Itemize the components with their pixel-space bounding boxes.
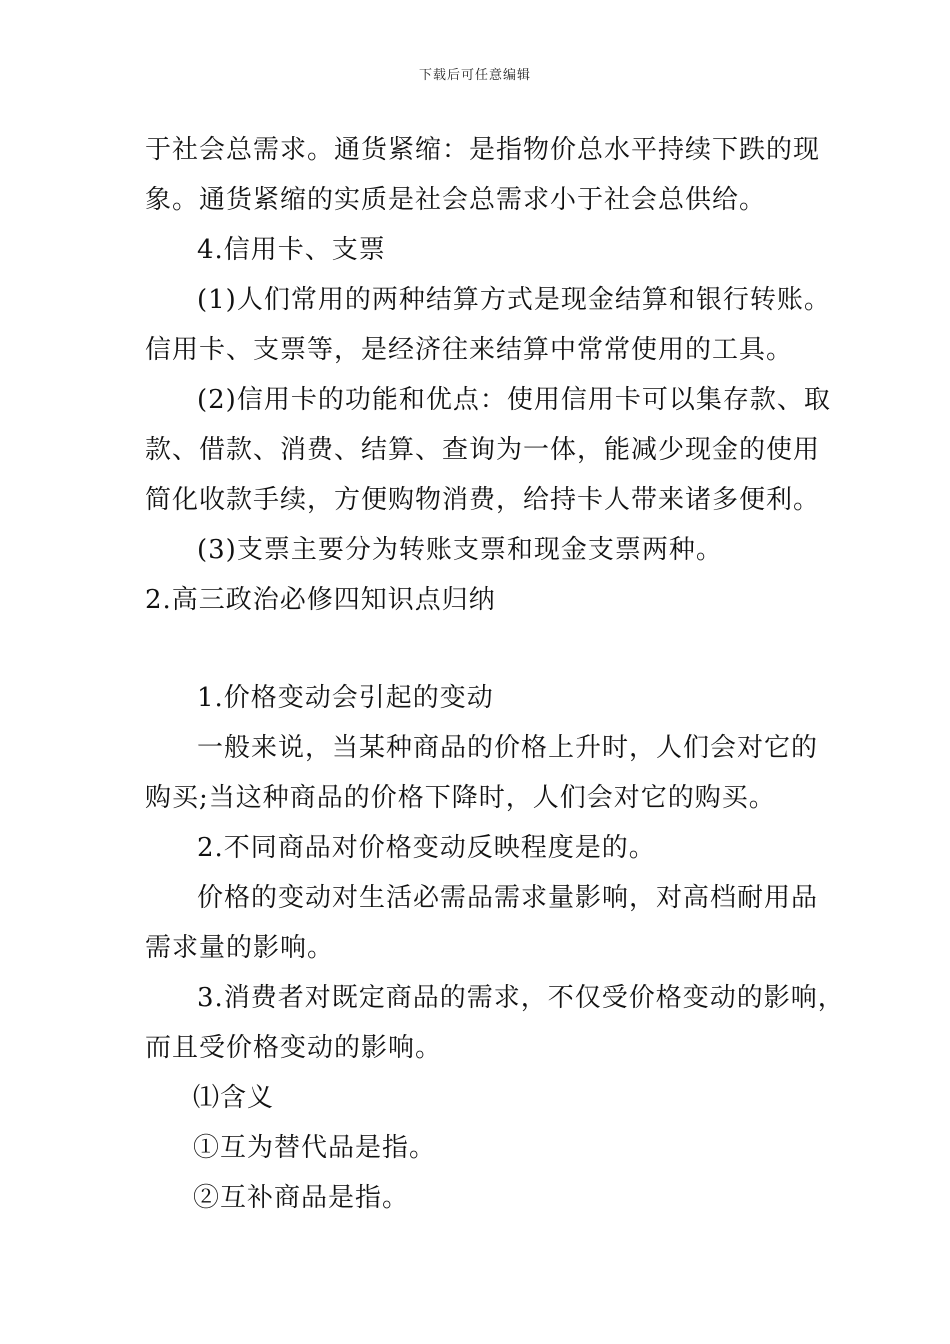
section-heading: 1.价格变动会引起的变动	[197, 683, 494, 713]
paragraph-line: 简化收款手续，方便购物消费，给持卡人带来诸多便利。	[145, 485, 821, 515]
paragraph-line: (3)支票主要分为转账支票和现金支票两种。	[197, 535, 723, 565]
paragraph-line: 一般来说，当某种商品的价格上升时，人们会对它的	[197, 733, 819, 763]
list-item: ②互补商品是指。	[193, 1183, 410, 1213]
page-header: 下载后可任意编辑	[418, 68, 531, 83]
section-heading: 4.信用卡、支票	[197, 235, 386, 265]
paragraph-line: 需求量的影响。	[145, 933, 335, 963]
paragraph-line: 而且受价格变动的影响。	[145, 1033, 443, 1063]
list-item: ①互为替代品是指。	[193, 1133, 437, 1163]
paragraph-line: (1)人们常用的两种结算方式是现金结算和银行转账。	[197, 285, 831, 315]
paragraph-line: 购买;当这种商品的价格下降时，人们会对它的购买。	[145, 783, 776, 813]
section-title: 2.高三政治必修四知识点归纳	[145, 585, 496, 615]
paragraph-line: (2)信用卡的功能和优点：使用信用卡可以集存款、取	[197, 385, 831, 415]
paragraph-line: 价格的变动对生活必需品需求量影响，对高档耐用品	[197, 883, 819, 913]
paragraph-line: 象。通货紧缩的实质是社会总需求小于社会总供给。	[145, 185, 767, 215]
paragraph-line: 信用卡、支票等，是经济往来结算中常常使用的工具。	[145, 335, 794, 365]
section-heading: 2.不同商品对价格变动反映程度是的。	[197, 833, 656, 863]
subheading: ⑴含义	[193, 1083, 275, 1113]
section-heading: 3.消费者对既定商品的需求，不仅受价格变动的影响，	[197, 983, 845, 1013]
paragraph-line: 于社会总需求。通货紧缩：是指物价总水平持续下跌的现	[145, 135, 821, 165]
paragraph-line: 款、借款、消费、结算、查询为一体，能减少现金的使用	[145, 435, 821, 465]
